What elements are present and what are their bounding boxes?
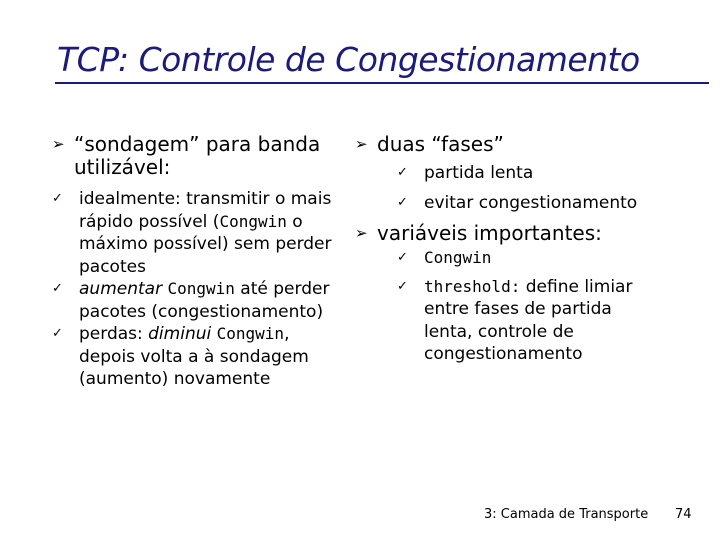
phases-list	[355, 162, 655, 214]
threshold-text: define limiar entre fases de partida lenta, controle de congestionamento	[424, 276, 633, 364]
congwin-code: Congwin	[167, 279, 235, 298]
variable-congwin	[397, 247, 655, 270]
congwin-code: Congwin	[424, 248, 492, 267]
bullet-phases-text: duas “fases”	[377, 132, 504, 156]
bullet-variables	[355, 222, 655, 245]
losses-text: , depois volta a à sondagem (aumento) novamente	[79, 324, 309, 389]
decrease-label: diminui	[148, 324, 212, 344]
phase-congestion-avoidance-text: evitar congestionamento	[424, 192, 638, 213]
variables-list	[355, 247, 655, 366]
increase-text: até perder pacotes (congestionamento)	[79, 279, 330, 322]
arrow-bullet-icon: ➢	[52, 135, 65, 153]
ideally-label: idealmente:	[79, 189, 181, 209]
slide-title: TCP: Controle de Congestionamento	[57, 40, 640, 79]
check-bullet-icon: ✓	[52, 281, 63, 296]
footer-page-number: 74	[675, 507, 692, 522]
check-bullet-icon: ✓	[397, 165, 408, 180]
variable-threshold	[397, 276, 655, 366]
subbullet-losses	[52, 323, 342, 391]
ideally-text: transmitir o mais rápido possível (	[79, 189, 332, 232]
threshold-code: threshold:	[424, 276, 521, 296]
subbullet-increase	[52, 278, 342, 323]
subbullet-ideally	[52, 188, 342, 278]
check-bullet-icon: ✓	[397, 278, 408, 294]
title-underline	[55, 82, 709, 84]
check-bullet-icon: ✓	[397, 250, 408, 265]
phase-slow-start	[397, 162, 655, 185]
arrow-bullet-icon: ➢	[355, 135, 368, 153]
right-column	[355, 133, 655, 366]
left-column	[52, 133, 342, 391]
check-bullet-icon: ✓	[397, 194, 408, 210]
congwin-code: Congwin	[219, 211, 287, 231]
phase-congestion-avoidance	[397, 192, 655, 215]
bullet-probing	[52, 133, 342, 179]
bullet-variables-text: variáveis importantes:	[377, 221, 602, 245]
footer-chapter: 3: Camada de Transporte	[484, 507, 649, 522]
losses-label: perdas:	[79, 324, 149, 344]
bullet-phases	[355, 133, 655, 156]
bullet-probing-text: “sondagem” para banda utilizável:	[74, 132, 321, 179]
check-bullet-icon: ✓	[52, 326, 63, 341]
arrow-bullet-icon: ➢	[355, 224, 368, 242]
check-bullet-icon: ✓	[52, 191, 63, 206]
increase-label: aumentar	[79, 279, 163, 299]
congwin-code: Congwin	[216, 324, 285, 343]
ideally-text-end: o máximo possível) sem perder pacotes	[79, 211, 332, 277]
phase-slow-start-text: partida lenta	[424, 163, 534, 183]
